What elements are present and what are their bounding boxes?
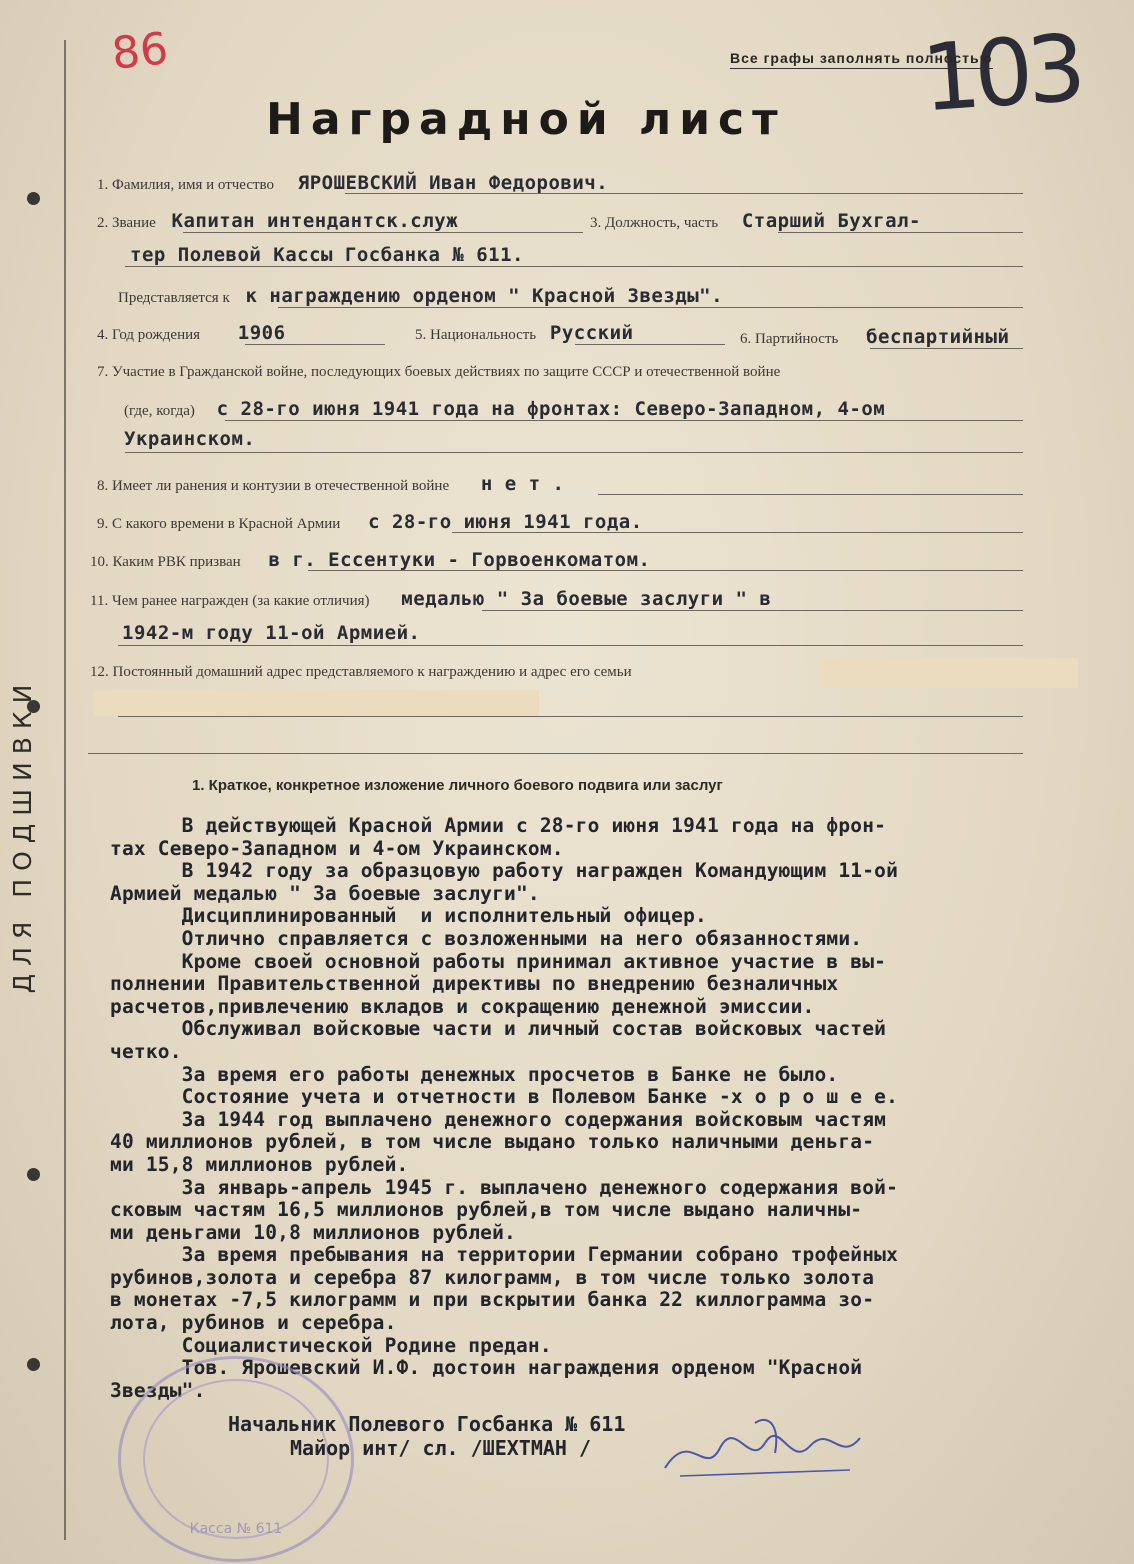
section-title-merits: 1. Краткое, конкретное изложение личного боевого подвига или заслуг	[192, 777, 723, 794]
field-value: 1906	[237, 322, 286, 344]
field-label: 10. Каким РВК призван	[90, 554, 241, 570]
narrative-line: Армией медалью " За боевые заслуги".	[110, 881, 540, 905]
field-value: ЯРОШЕВСКИЙ Иван Федорович.	[297, 172, 609, 194]
field-label: 9. С какого времени в Красной Армии	[97, 516, 341, 532]
field-label: 11. Чем ранее награжден (за какие отличия)	[90, 593, 370, 609]
field-value: Украинском.	[124, 428, 256, 450]
document-title: Наградной лист	[266, 94, 786, 145]
field-label: Представляется к	[118, 290, 230, 306]
punch-hole	[27, 1168, 40, 1181]
field-value: Старший Бухгал-	[741, 210, 921, 232]
field-position	[590, 210, 921, 232]
narrative-line: ми 15,8 миллионов рублей.	[110, 1152, 409, 1176]
field-label: 12. Постоянный домашний адрес представляемого к награждению и адрес его семьи	[90, 664, 632, 680]
field-underline	[778, 232, 1023, 233]
narrative-line: За время его работы денежных просчетов в Банке не было.	[110, 1062, 839, 1086]
field-birth-year	[97, 322, 286, 344]
field-underline	[452, 532, 1023, 533]
field-underline	[575, 344, 725, 345]
field-underline	[245, 344, 385, 345]
narrative-line: сковым частям 16,5 миллионов рублей,в том числе выдано наличны-	[110, 1198, 863, 1222]
field-label: 2. Звание	[97, 215, 156, 231]
field-label: (где, когда)	[124, 403, 195, 419]
folio-number: 103	[918, 14, 1084, 133]
redaction-block	[94, 690, 539, 716]
narrative-line: Состояние учета и отчетности в Полевом Банке -х о р о ш е е.	[110, 1085, 899, 1109]
field-value: к награждению орденом " Красной Звезды".	[245, 285, 724, 307]
narrative-line: Социалистической Родине предан.	[110, 1333, 552, 1357]
punch-hole	[27, 192, 40, 205]
field-label: 3. Должность, часть	[590, 215, 719, 231]
field-wounds	[97, 473, 564, 495]
field-underline	[870, 348, 1023, 349]
field-draft-office	[90, 549, 650, 571]
narrative-line: Обслуживал войсковые части и личный состав войсковых частей	[110, 1017, 887, 1041]
narrative-line: в монетах -7,5 килограмм и при вскрытии банка 22 киллограмма зо-	[110, 1288, 875, 1312]
field-value: Русский	[549, 322, 634, 344]
narrative-line: В действующей Красной Армии с 28-го июня 1941 года на фрон-	[110, 814, 887, 837]
field-underline	[482, 610, 1023, 611]
field-value: тер Полевой Кассы Госбанка № 611.	[130, 244, 524, 266]
narrative-line: В 1942 году за образцовую работу награжден Командующим 11-ой	[110, 859, 899, 883]
field-war-participation-where	[124, 398, 885, 420]
narrative-line: лота, рубинов и серебра.	[110, 1311, 397, 1335]
field-label: 4. Год рождения	[97, 327, 201, 343]
binding-margin-line	[64, 40, 66, 1540]
narrative-line: 40 миллионов рублей, в том числе выдано только наличными деньга-	[110, 1130, 875, 1154]
field-label: 8. Имеет ли ранения и контузии в отечественной войне	[97, 478, 450, 494]
narrative-line: За время пребывания на территории Германии собрано трофейных	[110, 1243, 899, 1267]
field-value: в г. Ессентуки - Горвоенкоматом.	[268, 549, 651, 571]
punch-hole	[27, 1358, 40, 1371]
field-label: 7. Участие в Гражданской войне, последующих боевых действиях по защите СССР и отечественной войне	[97, 364, 781, 380]
archive-number: 86	[109, 23, 171, 80]
field-underline	[278, 307, 1023, 308]
field-value: с 28-го июня 1941 года.	[368, 511, 643, 533]
field-underline	[118, 716, 1023, 717]
field-value: с 28-го июня 1941 года на фронтах: Северо-Западном, 4-ом	[216, 398, 886, 420]
field-prior-awards-cont	[122, 622, 420, 644]
field-home-address	[90, 664, 632, 681]
binding-side-text: ДЛЯ ПОДШИВКИ	[8, 676, 37, 994]
redaction-block	[820, 658, 1078, 688]
narrative-line: расчетов,привлечению вкладов и сокращению денежной эмиссии.	[110, 994, 815, 1018]
narrative-line: Звезды".	[110, 1378, 206, 1402]
field-value: 1942-м году 11-ой Армией.	[122, 622, 421, 644]
field-full-name	[97, 172, 608, 194]
narrative-line: полнении Правительственной директивы по внедрению безналичных	[110, 972, 839, 996]
field-army-since	[97, 511, 643, 533]
field-underline	[88, 753, 1023, 754]
fill-all-fields-note: Все графы заполнять полностью	[730, 50, 993, 69]
narrative-line: ми деньгами 10,8 миллионов рублей.	[110, 1220, 516, 1244]
field-war-participation-cont	[124, 428, 255, 450]
field-nationality	[415, 322, 633, 344]
signature-name: Майор инт/ сл. /ШЕХТМАН /	[290, 1436, 592, 1460]
narrative-line: Тов. Ярошевский И.Ф. достоин награждения орденом "Красной	[110, 1356, 863, 1380]
field-underline	[598, 494, 1023, 495]
field-presented-for	[118, 285, 723, 307]
field-war-participation	[97, 364, 780, 381]
field-value: н е т .	[480, 473, 565, 495]
field-underline	[183, 232, 583, 233]
field-underline	[125, 266, 1023, 267]
field-label: 5. Национальность	[415, 327, 537, 343]
field-underline	[125, 452, 1023, 453]
field-prior-awards	[90, 588, 771, 610]
narrative-line: рубинов,золота и серебра 87 килограмм, в том числе только золота	[110, 1265, 875, 1289]
field-underline	[225, 420, 1023, 421]
field-value: медалью " За боевые заслуги " в	[401, 588, 772, 610]
signature-title: Начальник Полевого Госбанка № 611	[228, 1412, 626, 1436]
field-position-cont	[130, 244, 524, 266]
narrative-line: Отлично справляется с возложенными на него обязанностями.	[110, 926, 863, 950]
field-label: 1. Фамилия, имя и отчество	[97, 177, 275, 193]
narrative-line: четко.	[110, 1039, 182, 1063]
field-underline	[118, 645, 1023, 646]
narrative-line: Кроме своей основной работы принимал активное участие в вы-	[110, 949, 887, 973]
narrative-line: За январь-апрель 1945 г. выплачено денежного содержания вой-	[110, 1175, 899, 1199]
narrative-line: Дисциплинированный и исполнительный офицер.	[110, 904, 707, 928]
field-rank	[97, 210, 458, 232]
field-underline	[308, 570, 1023, 571]
field-label: 6. Партийность	[740, 331, 839, 347]
narrative-line: За 1944 год выплачено денежного содержания войсковым частям	[110, 1107, 887, 1131]
field-party	[740, 326, 1009, 348]
handwritten-signature	[660, 1408, 870, 1488]
narrative-line: тах Северо-Западном и 4-ом Украинском.	[110, 836, 564, 860]
field-underline	[345, 193, 1023, 194]
merit-narrative	[110, 815, 1100, 1402]
field-value: Капитан интендантск.служ	[171, 210, 459, 232]
field-value: беспартийный	[866, 326, 1010, 348]
bank-stamp-text: Касса № 611	[189, 1521, 283, 1537]
